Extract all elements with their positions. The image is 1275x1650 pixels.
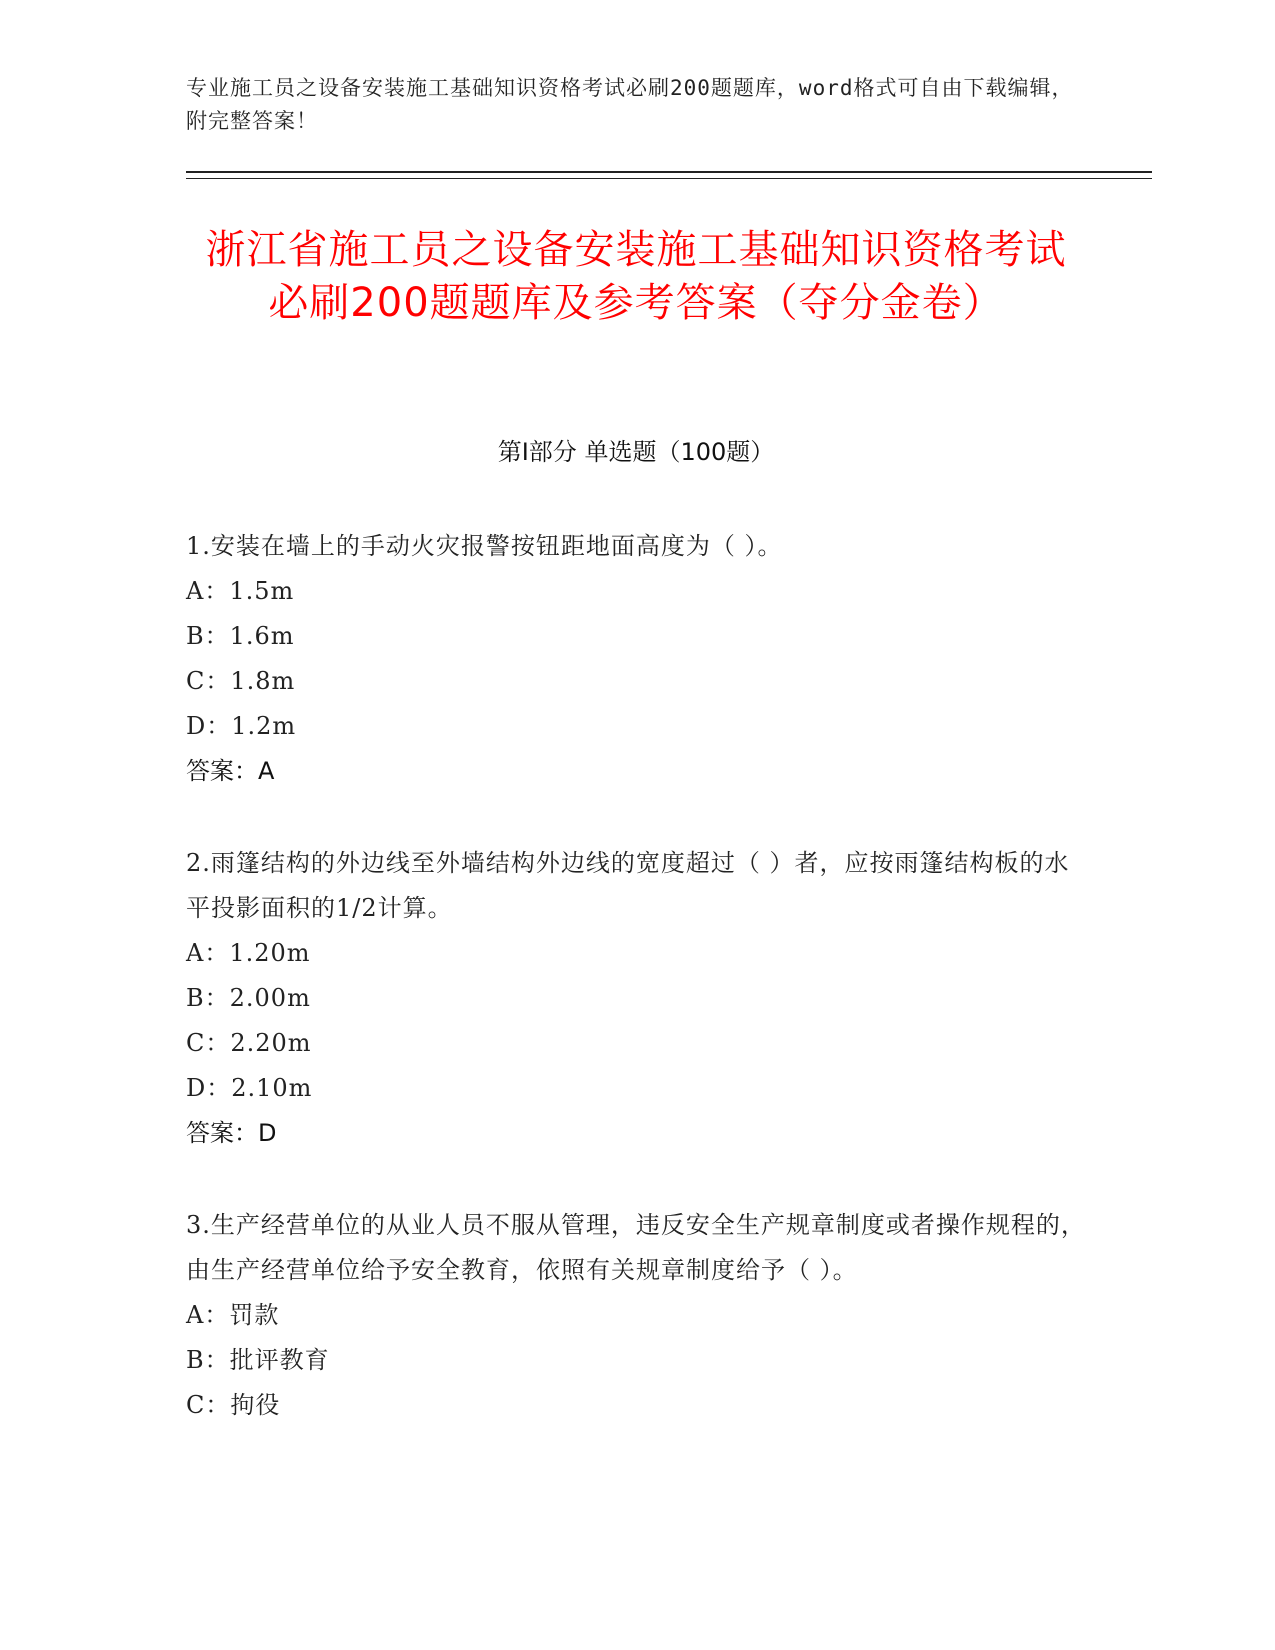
option-a: A：罚款 xyxy=(186,1301,280,1329)
header-rule-thin xyxy=(186,178,1152,179)
question-3 xyxy=(186,1203,1086,1428)
answer: 答案：A xyxy=(186,757,275,785)
option-a: A：1.20m xyxy=(186,939,311,967)
header-rule-thick xyxy=(186,171,1152,173)
option-d: D：1.2m xyxy=(186,712,297,740)
question-stem: 2.雨篷结构的外边线至外墙结构外边线的宽度超过（ ）者，应按雨篷结构板的水平投影面积的1/2计算。 xyxy=(186,849,1070,922)
question-1 xyxy=(186,524,1086,794)
answer: 答案：D xyxy=(186,1119,277,1147)
option-b: B：批评教育 xyxy=(186,1346,330,1374)
document-title: 浙江省施工员之设备安装施工基础知识资格考试必刷200题题库及参考答案（夺分金卷） xyxy=(205,227,1067,326)
question-stem: 3.生产经营单位的从业人员不服从管理，违反安全生产规章制度或者操作规程的，由生产经营单位给予安全教育，依照有关规章制度给予（ ）。 xyxy=(186,1211,1086,1284)
option-b: B：2.00m xyxy=(186,984,311,1012)
option-a: A：1.5m xyxy=(186,577,295,605)
option-d: D：2.10m xyxy=(186,1074,313,1102)
option-c: C：1.8m xyxy=(186,667,296,695)
question-2 xyxy=(186,841,1086,1156)
header-note: 专业施工员之设备安装施工基础知识资格考试必刷200题题库，word格式可自由下载编辑，附完整答案！ xyxy=(186,76,1074,133)
option-c: C：2.20m xyxy=(186,1029,312,1057)
option-c: C：拘役 xyxy=(186,1391,281,1419)
question-stem: 1.安装在墙上的手动火灾报警按钮距地面高度为（ ）。 xyxy=(186,532,783,560)
option-b: B：1.6m xyxy=(186,622,295,650)
section-heading: 第I部分 单选题（100题） xyxy=(497,438,775,466)
